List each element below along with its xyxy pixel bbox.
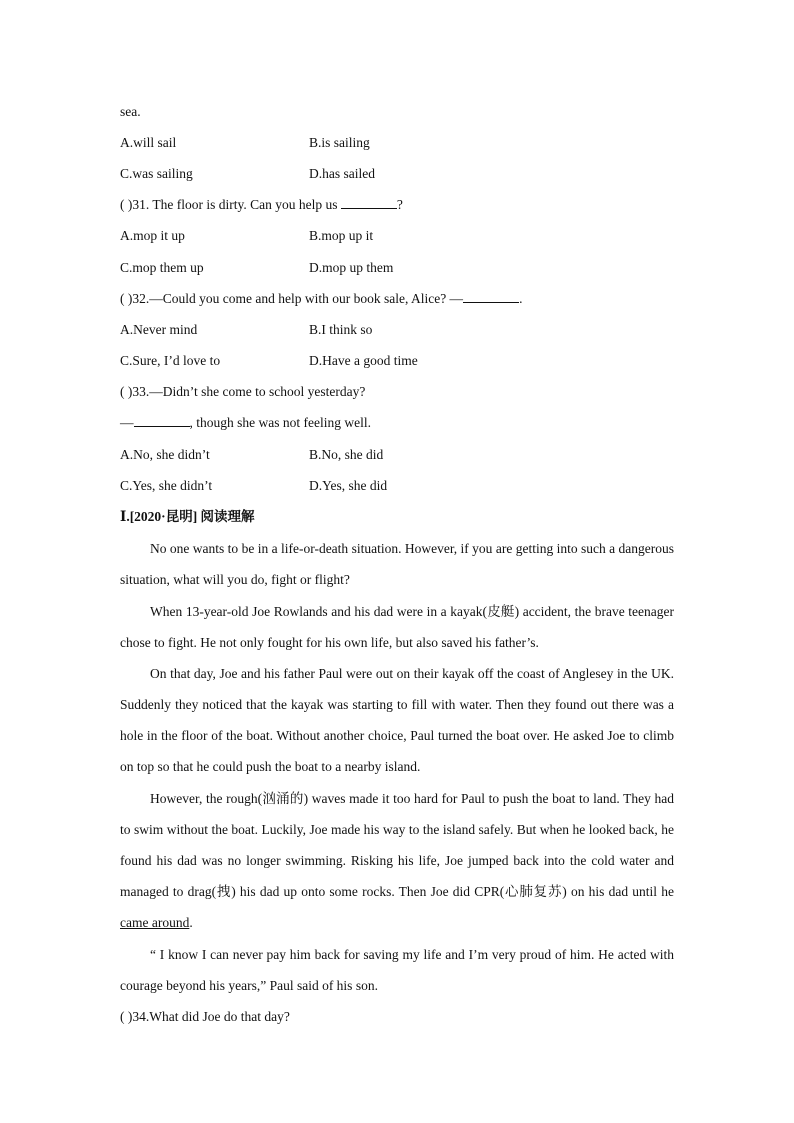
q30-option-b: B.is sailing [309, 135, 370, 150]
q33-option-c: C.Yes, she didn’t [120, 478, 213, 493]
p4-text: However, the rough(汹涌的) waves made it too hard for Paul to push the boat to land. They had to swim without the boat. Luckily, Joe made his way to the island safely. But when he looked back, he found his dad was no longer swimming. Risking his life, Joe jumped back into the cold water and managed to drag(拽) his dad up onto some rocks. Then Joe did CPR(心肺复苏) on his dad until he [120, 791, 674, 899]
q31-stem-text: ( )31. The floor is dirty. Can you help us [120, 197, 338, 212]
q32-option-d: D.Have a good time [309, 353, 418, 368]
q32-stem-text: ( )32.—Could you come and help with our book sale, Alice? — [120, 291, 464, 306]
q33-option-a: A.No, she didn’t [120, 447, 210, 462]
q30-option-a: A.will sail [120, 135, 177, 150]
q31-option-a: A.mop it up [120, 228, 185, 243]
answer-blank [134, 414, 190, 427]
q31-option-d: D.mop up them [309, 260, 394, 275]
q32-end: . [519, 291, 523, 306]
q31-option-b: B.mop up it [309, 228, 374, 243]
answer-blank [463, 290, 519, 303]
p1-text: No one wants to be in a life-or-death situation. However, if you are getting into such a dangerous situation, what will you do, fight or flight? [120, 541, 674, 587]
q33-option-b: B.No, she did [309, 447, 384, 462]
q33-line2 [120, 414, 371, 432]
p2-text: When 13-year-old Joe Rowlands and his dad were in a kayak(皮艇) accident, the brave teenager chose to fight. He not only fought for his own life, but also saved his father’s. [120, 604, 674, 650]
q34-stem: ( )34.What did Joe do that day? [120, 1009, 290, 1024]
p3-text: On that day, Joe and his father Paul were out on their kayak off the coast of Anglesey in the UK. Suddenly they noticed that the kayak was starting to fill with water. Then they found out there was a hole in the floor of the boat. Without another choice, Paul turned the boat over. He asked Joe to climb on top so that he could push the boat to a nearby island. [120, 666, 674, 774]
q32-stem [120, 290, 522, 308]
q31-end: ? [396, 197, 403, 212]
q30-option-d: D.has sailed [309, 166, 375, 181]
p4-end: . [189, 915, 193, 930]
q30-option-c: C.was sailing [120, 166, 193, 181]
q33-dash: — [120, 415, 134, 430]
p5-text: “ I know I can never pay him back for saving my life and I’m very proud of him. He acted with courage beyond his years,” Paul said of his son. [120, 947, 674, 993]
q31-option-c: C.mop them up [120, 260, 204, 275]
q32-option-a: A.Never mind [120, 322, 198, 337]
passage-paragraph-1 [120, 533, 674, 595]
q33-stem: ( )33.—Didn’t she come to school yesterday? [120, 384, 366, 399]
passage-paragraph-5 [120, 939, 674, 1001]
q33-option-d: D.Yes, she did [309, 478, 388, 493]
q32-option-b: B.I think so [309, 322, 373, 337]
section-heading: Ⅰ.[2020·昆明] 阅读理解 [120, 509, 255, 524]
q33-line2-end: , though she was not feeling well. [189, 415, 371, 430]
q32-option-c: C.Sure, I’d love to [120, 353, 221, 368]
passage-paragraph-3 [120, 658, 674, 782]
underlined-phrase: came around [120, 915, 190, 930]
passage-paragraph-2 [120, 596, 674, 658]
q30-tail: sea. [120, 104, 141, 119]
passage-paragraph-4 [120, 783, 674, 938]
q31-stem [120, 196, 403, 214]
answer-blank [341, 196, 397, 209]
